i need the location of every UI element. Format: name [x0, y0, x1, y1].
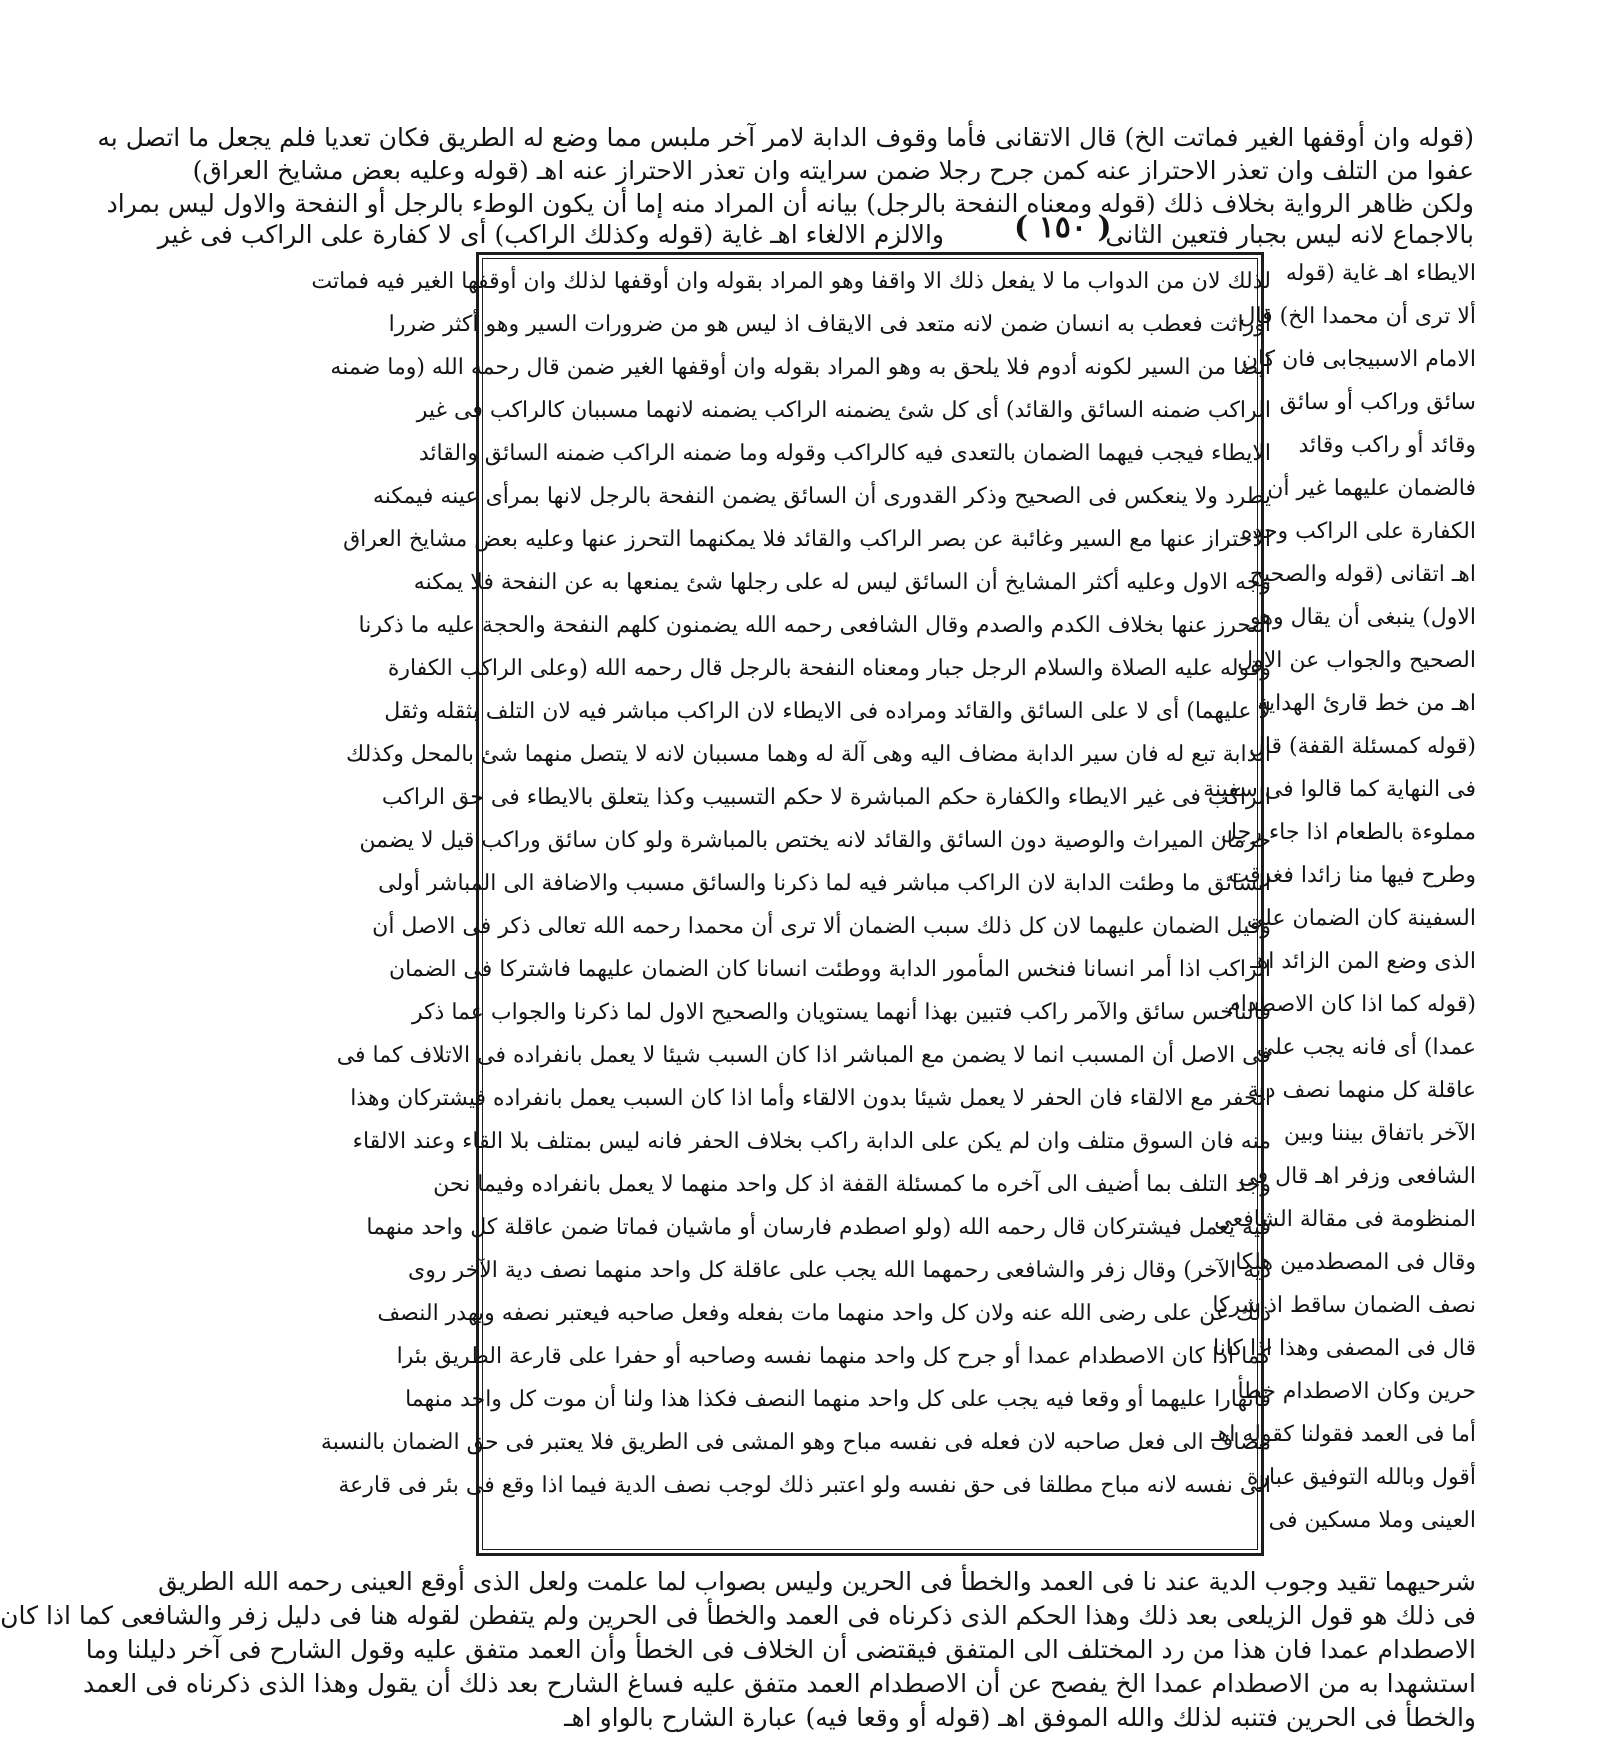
margin-note-line: أقول وبالله التوفيق عبارة [1246, 1465, 1476, 1490]
main-line: الايطاء فيجب فيهما الضمان بالتعدى فيه كالراكب وقوله وما ضمنه الراكب ضمنه السائق والقائد [418, 441, 1271, 466]
header-line: بالاجماع لانه ليس بجبار فتعين الثانى [1105, 220, 1474, 249]
header-line: ولكن ظاهر الرواية بخلاف ذلك (قوله ومعناه النفحة بالرجل) بيانه أن المراد منه إما أن يكون الوطء بالرجل أو النفحة والاول ليس بمراد [106, 189, 1474, 218]
margin-note-line: الصحيح والجواب عن الاول [1237, 648, 1476, 673]
main-line: كما اذا كان الاصطدام عمدا أو جرح كل واحد منهما نفسه وصاحبه أو حفرا على قارعة الطريق بئرا [396, 1344, 1271, 1369]
margin-note-line: المنظومة فى مقالة الشافعى [1214, 1207, 1476, 1232]
margin-note-line: الكفارة على الراكب وحده [1240, 519, 1476, 544]
margin-note-line: مملوءة بالطعام اذا جاء رجل [1220, 820, 1476, 845]
main-line: يطرد ولا ينعكس فى الصحيح وذكر القدورى أن السائق يضمن النفحة بالرجل لانها بمرأى عينه فيمكنه [372, 484, 1271, 509]
margin-note-line: الذى وضع المن الزائد اهـ [1250, 949, 1476, 974]
main-line: الراكب ضمنه السائق والقائد) أى كل شئ يضمنه الراكب يضمنه لانهما مسببان كالراكب فى غير [416, 398, 1271, 423]
margin-note-line: اهـ اتقانى (قوله والصحيح [1249, 562, 1476, 587]
header-line: (قوله وان أوقفها الغير فماتت الخ) قال الاتقانى فأما وقوف الدابة لامر آخر ملبس مما وضع له الطريق فكان تعديا فلم يجعل ما اتصل به [97, 123, 1474, 152]
margin-note-line: وطرح فيها منا زائدا فغرقت [1228, 863, 1476, 888]
margin-note-line: قال فى المصفى وهذا اذا كانا [1212, 1336, 1476, 1361]
main-line: وقيل الضمان عليهما لان كل ذلك سبب الضمان ألا ترى أن محمدا رحمه الله تعالى ذكر فى الاصل أن [372, 914, 1271, 939]
margin-note-line: (قوله كما اذا كان الاصطدام [1227, 992, 1476, 1017]
header-line: عفوا من التلف وان تعذر الاحتراز عنه كمن جرح رجلا ضمن سرايته وان تعذر الاحتراز عنه اهـ (قوله وعليه بعض مشايخ العراق) [192, 156, 1474, 185]
margin-note-line: اهـ من خط قارئ الهداية [1257, 691, 1476, 716]
main-line: فيه يعمل فيشتركان قال رحمه الله (ولو اصطدم فارسان أو ماشيان فماتا ضمن عاقلة كل واحد منهما [366, 1215, 1271, 1240]
main-line: الراكب اذا أمر انسانا فنخس المأمور الدابة ووطئت انسانا كان الضمان عليهما فاشتركا فى الضمان [388, 957, 1271, 982]
margin-note-line: وقائد أو راكب وقائد [1298, 433, 1476, 458]
main-line: مضاف الى فعل صاحبه لان فعله فى نفسه مباح وهو المشى فى الطريق فلا يعتبر فى حق الضمان بالنسبة [320, 1430, 1271, 1455]
main-line: منه فان السوق متلف وان لم يكن على الدابة راكب بخلاف الحفر فانه ليس بمتلف بلا القاء وعند الالقاء [352, 1129, 1271, 1154]
main-line: حرمان الميراث والوصية دون السائق والقائد لانه يختص بالمباشرة ولو كان سائق وراكب قيل لا يضمن [359, 828, 1271, 853]
main-line: فانهارا عليهما أو وقعا فيه يجب على كل واحد منهما النصف فكذا هذا ولنا أن موت كل واحد منهما [405, 1387, 1271, 1412]
main-line: التحرز عنها بخلاف الكدم والصدم وقال الشافعى رحمه الله يضمنون كلهم النفحة والحجة عليه ما ذكرنا [358, 613, 1271, 638]
main-line: الراكب فى غير الايطاء والكفارة حكم المباشرة لا حكم التسبيب وكذا يتعلق بالايطاء فى حق الراكب [381, 785, 1271, 810]
main-line: ذلك عن على رضى الله عنه ولان كل واحد منهما مات بفعله وفعل صاحبه فيعتبر نصفه ويهدر النصف [377, 1301, 1271, 1326]
bottom-note-line: استشهدا به من الاصطدام عمدا الخ يفصح عن أن الاصطدام العمد متفق عليه فساغ الشارح بعد ذلك أن يقول وهذا الذى ذكرناه فى العمد [83, 1669, 1476, 1698]
main-line: فالناخس سائق والآمر راكب فتبين بهذا أنهما يستويان والصحيح الاول لما ذكرنا والجواب عما ذكر [411, 1000, 1271, 1025]
bottom-note-line: والخطأ فى الحرين فتنبه لذلك والله الموفق اهـ (قوله أو وقعا فيه) عبارة الشارح بالواو اهـ [564, 1703, 1476, 1732]
margin-note-line: عاقلة كل منهما نصف دية [1247, 1078, 1476, 1103]
main-line: أوراثت فعطب به انسان ضمن لانه متعد فى الايقاف اذ ليس هو من ضرورات السير وهو أكثر ضررا [388, 312, 1271, 337]
main-line: لذلك لان من الدواب ما لا يفعل ذلك الا واقفا وهو المراد بقوله وان أوقفها لذلك وان أوقفها الغير فيه فماتت [311, 269, 1271, 294]
margin-note-line: فالضمان عليهما غير أن [1267, 476, 1476, 501]
margin-note-line: أما فى العمد فقولنا كقوله اهـ [1211, 1422, 1476, 1447]
margin-note-line: حرين وكان الاصطدام خطأ [1237, 1379, 1476, 1404]
margin-note-line: عمدا) أى فانه يجب على [1256, 1035, 1476, 1060]
main-line: لا عليهما) أى لا على السائق والقائد ومراده فى الايطاء لان الراكب مباشر فيه لان التلف بثقله وثقل [384, 699, 1271, 724]
margin-note-line: (قوله كمسئلة القفة) قال [1248, 734, 1476, 759]
margin-note-line: العينى وملا مسكين فى [1268, 1508, 1476, 1533]
margin-note-line: فى النهاية كما قالوا فى سفينة [1203, 777, 1476, 802]
margin-note-line: الاول) ينبغى أن يقال وهو [1250, 605, 1476, 630]
bottom-note-line: شرحيهما تقيد وجوب الدية عند نا فى العمد والخطأ فى الحرين وليس بصواب لما علمت ولعل الذى أوقع العينى رحمه الله الطريق [158, 1567, 1476, 1596]
page-number: ( ١٥٠ ) [1014, 210, 1112, 245]
margin-note-line: الشافعى وزفر اهـ قال فى [1239, 1164, 1476, 1189]
main-line: السائق ما وطئت الدابة لان الراكب مباشر فيه لما ذكرنا والسائق مسبب والاضافة الى المباشر أولى [378, 871, 1271, 896]
main-line: فى الاصل أن المسبب انما لا يضمن مع المباشر اذا كان السبب شيئا لا يعمل بانفراده فى الاتلاف كما فى [336, 1043, 1271, 1068]
main-line: أيضا من السير لكونه أدوم فلا يلحق به وهو المراد بقوله وان أوقفها الغير ضمن قال رحمه الله (وما ضمنه [330, 355, 1271, 380]
main-line: دية الآخر) وقال زفر والشافعى رحمهما الله يجب على عاقلة كل واحد منهما نصف دية الآخر روى [408, 1258, 1271, 1283]
main-line: الاحتراز عنها مع السير وغائبة عن بصر الراكب والقائد فلا يمكنهما التحرز عنها وعليه بعض مشايخ العراق [343, 527, 1271, 552]
main-line: الى نفسه لانه مباح مطلقا فى حق نفسه ولو اعتبر ذلك لوجب نصف الدية فيما اذا وقع فى بئر فى قارعة [338, 1473, 1271, 1498]
margin-note-line: نصف الضمان ساقط اذ شركا [1212, 1293, 1476, 1318]
margin-note-line: ألا ترى أن محمدا الخ) قال [1239, 304, 1476, 329]
main-line: وجه الاول وعليه أكثر المشايخ أن السائق ليس له على رجلها شئ يمنعها به عن النفحة فلا يمكنه [413, 570, 1271, 595]
margin-note-line: الايطاء اهـ غاية (قوله [1285, 261, 1476, 286]
main-line: الدابة تبع له فان سير الدابة مضاف اليه وهى آلة له وهما مسببان لانه لا يتصل منهما شئ بالمحل وكذلك [346, 742, 1271, 767]
margin-note-line: الآخر باتفاق بيننا وبين [1283, 1121, 1476, 1146]
margin-note-line: الامام الاسبيجابى فان كان [1241, 347, 1476, 372]
margin-note-line: سائق وراكب أو سائق [1279, 390, 1476, 415]
margin-note-line: السفينة كان الضمان على [1246, 906, 1476, 931]
margin-note-line: وقال فى المصطدمين هلكا [1235, 1250, 1476, 1275]
bottom-note-line: الاصطدام عمدا فان هذا من رد المختلف الى المتفق فيقتضى أن الخلاف فى الخطأ وأن العمد متفق عليه وقول الشارح فى آخر دليلنا وما [85, 1635, 1476, 1664]
main-line: الحفر مع الالقاء فان الحفر لا يعمل شيئا بدون الالقاء وأما اذا كان السبب يعمل بانفراده فيشتركان وهذا [350, 1086, 1271, 1111]
header-line: والالزم الالغاء اهـ غاية (قوله وكذلك الراكب) أى لا كفارة على الراكب فى غير [157, 220, 944, 249]
main-line: وقوله عليه الصلاة والسلام الرجل جبار ومعناه النفحة بالرجل قال رحمه الله (وعلى الراكب الكفارة [387, 656, 1271, 681]
bottom-note-line: فى ذلك هو قول الزيلعى بعد ذلك وهذا الحكم الذى ذكرناه فى العمد والخطأ فى الحرين ولم يتفطن لقوله هنا فى دليل زفر والشافعى كما اذا كان [0, 1601, 1476, 1630]
main-line: وجد التلف بما أضيف الى آخره ما كمسئلة القفة اذ كل واحد منهما لا يعمل بانفراده وفيما نحن [433, 1172, 1271, 1197]
